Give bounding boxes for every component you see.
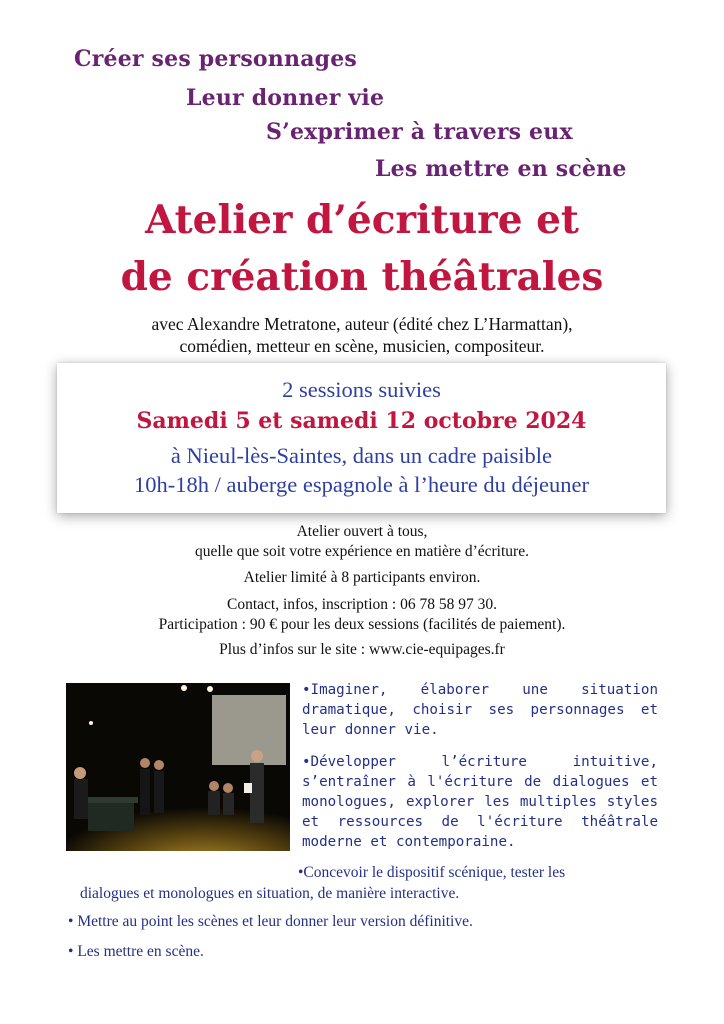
sessions-count: 2 sessions suivies (282, 377, 441, 402)
bullet-design (80, 862, 660, 904)
tagline-create-characters: Créer ses personnages (74, 46, 358, 72)
bullet-finalize (68, 911, 473, 932)
bullet-stage-text: Les mettre en scène. (77, 943, 204, 960)
actor-seated-2-head (209, 781, 219, 791)
page-title-line-1: Atelier d’écriture et (145, 197, 579, 243)
actor-seated-head (74, 767, 86, 779)
info-open-line-2: quelle que soit votre expérience en matière d’écriture. (195, 543, 529, 560)
sessions-dates: Samedi 5 et samedi 12 octobre 2024 (136, 408, 587, 434)
reader-paper (244, 783, 252, 793)
actor-standing-1-head (140, 758, 150, 768)
tagline-stage: Les mettre en scène (375, 156, 627, 182)
workshop-photo (66, 683, 290, 851)
bullet-imagine: •Imaginer, élaborer une situation dramatique, choisir ses personnages et leur donner vie. (302, 682, 658, 738)
sessions-location: à Nieul-lès-Saintes, dans un cadre paisible (170, 443, 553, 468)
actor-standing-1 (140, 769, 150, 815)
bullet-symbol: • (68, 913, 74, 930)
actor-seated-3-head (223, 783, 233, 793)
actor-seated (74, 779, 88, 819)
bullet-develop: •Développer l’écriture intuitive, s’entraîner à l'écriture de dialogues et monologues, explorer les multiples styles et ressources de l'écriture théâtrale moderne et contemporaine. (302, 754, 658, 850)
page-title-line-2: de création théâtrales (120, 254, 604, 300)
info-open-line-1: Atelier ouvert à tous, (296, 523, 428, 540)
info-limit: Atelier limité à 8 participants environ. (243, 569, 481, 586)
bullet-stage (68, 941, 204, 962)
bullet-finalize-text: Mettre au point les scènes et leur donner leur version définitive. (77, 913, 473, 930)
info-price: Participation : 90 € pour les deux sessions (facilités de paiement). (158, 616, 566, 633)
bullet-design-rest: dialogues et monologues en situation, de manière interactive. (80, 885, 460, 902)
stage-light-1 (181, 685, 187, 691)
intro-line-1: avec Alexandre Metratone, auteur (édité chez L’Harmattan), (151, 314, 573, 334)
info-site-link[interactable]: Plus d’infos sur le site : www.cie-equipages.fr (219, 641, 505, 658)
actor-reader-head (251, 750, 263, 762)
bullet-design-first-line: •Concevoir le dispositif scénique, tester les (298, 864, 566, 881)
stage-light-3 (89, 721, 93, 725)
actor-seated-2 (208, 791, 220, 815)
intro-line-2: comédien, metteur en scène, musicien, compositeur. (179, 336, 545, 356)
actor-standing-2 (154, 771, 164, 813)
sessions-box (57, 363, 666, 513)
back-panel (212, 695, 286, 765)
tagline-express: S’exprimer à travers eux (266, 119, 573, 145)
actor-seated-3 (223, 793, 234, 815)
desk (88, 801, 134, 831)
stage-light-2 (207, 686, 213, 692)
actor-standing-2-head (154, 760, 164, 770)
bullet-symbol: • (68, 943, 74, 960)
info-contact[interactable]: Contact, infos, inscription : 06 78 58 97 30. (227, 596, 497, 613)
tagline-give-life: Leur donner vie (186, 85, 385, 111)
sessions-schedule: 10h-18h / auberge espagnole à l’heure du déjeuner (133, 472, 590, 497)
desk-top (84, 797, 138, 803)
actor-reader (250, 763, 264, 823)
